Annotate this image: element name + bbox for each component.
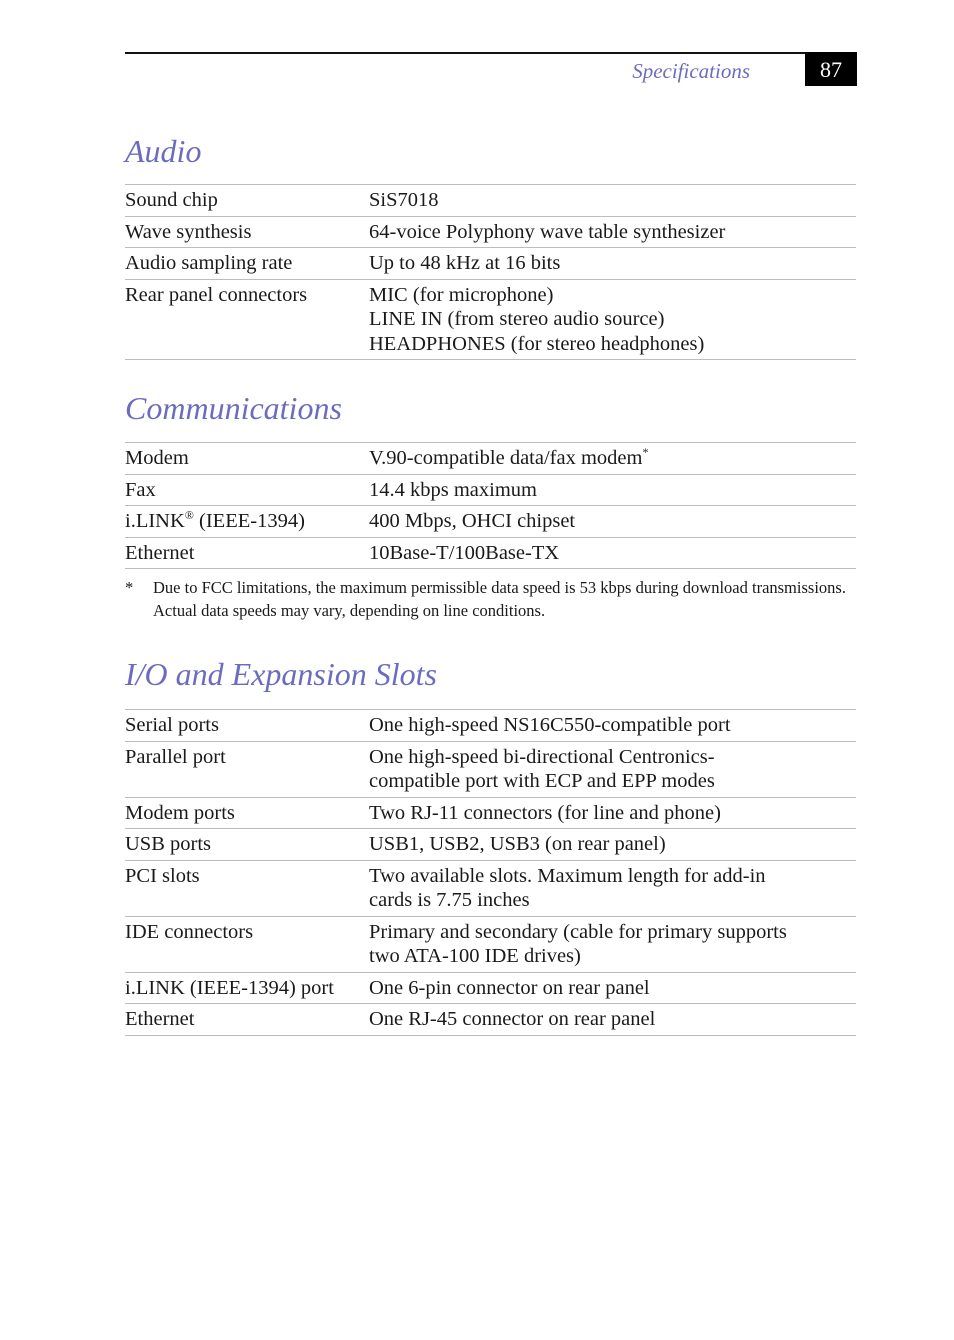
running-title: Specifications (632, 59, 750, 83)
spec-label: Ethernet (125, 1008, 195, 1030)
table-row (125, 973, 856, 1005)
table-row (125, 248, 856, 280)
spec-value: One high-speed bi-directional Centronics- compatible port with ECP and EPP modes (369, 745, 715, 792)
table-row (125, 1004, 856, 1036)
spec-label: i.LINK (IEEE-1394) port (125, 976, 334, 999)
header-rule (125, 52, 857, 54)
section-title-io: I/O and Expansion Slots (125, 656, 437, 692)
spec-label: Audio sampling rate (125, 252, 293, 274)
section-title-communications: Communications (125, 390, 342, 426)
spec-value: Up to 48 kHz at 16 bits (369, 252, 561, 274)
footnote-text: Due to FCC limitations, the maximum permissible data speed is 53 kbps during download transmissions. Actual data speeds may vary, depending on line conditions. (153, 578, 846, 620)
table-row (125, 861, 856, 917)
table-row (125, 538, 856, 570)
table-row (125, 829, 856, 861)
spec-value: USB1, USB2, USB3 (on rear panel) (369, 833, 666, 855)
table-row (125, 710, 856, 742)
spec-label: Modem ports (125, 801, 235, 824)
table-row (125, 475, 856, 507)
table-row (125, 742, 856, 798)
table-row (125, 443, 856, 475)
communications-section (125, 388, 856, 622)
io-spec-table (125, 709, 856, 1036)
spec-value: Primary and secondary (cable for primary supports two ATA-100 IDE drives) (369, 920, 787, 967)
footnote (125, 576, 856, 622)
registered-mark: ® (184, 508, 194, 523)
spec-label: PCI slots (125, 864, 200, 887)
spec-value: Two RJ-11 connectors (for line and phone) (369, 801, 721, 824)
spec-label: USB ports (125, 833, 212, 855)
audio-section (125, 131, 856, 360)
table-row (125, 280, 856, 361)
spec-label: Sound chip (125, 189, 218, 211)
table-row (125, 185, 856, 217)
spec-label: Wave synthesis (125, 220, 252, 243)
spec-value: One high-speed NS16C550-compatible port (369, 714, 731, 736)
footnote-reference: * (642, 445, 649, 460)
io-section (125, 654, 856, 1036)
spec-value: 64-voice Polyphony wave table synthesizer (369, 220, 726, 243)
table-row (125, 798, 856, 830)
spec-value: 10Base-T/100Base-TX (369, 541, 560, 564)
spec-value: SiS7018 (369, 189, 439, 211)
table-row (125, 217, 856, 249)
spec-label: Rear panel connectors (125, 283, 308, 306)
spec-value: Two available slots. Maximum length for add-in cards is 7.75 inches (369, 864, 766, 911)
spec-label (125, 509, 369, 534)
spec-value: 400 Mbps, OHCI chipset (369, 510, 576, 532)
table-row (125, 506, 856, 538)
footnote-mark: * (125, 578, 134, 597)
section-title-audio: Audio (125, 133, 202, 169)
communications-spec-table (125, 442, 856, 569)
spec-label: Parallel port (125, 745, 226, 768)
spec-value: One 6-pin connector on rear panel (369, 976, 650, 999)
spec-value: 14.4 kbps maximum (369, 478, 537, 501)
spec-value: One RJ-45 connector on rear panel (369, 1008, 656, 1030)
spec-value-text: V.90-compatible data/fax modem (369, 447, 643, 469)
spec-value (369, 446, 856, 471)
spec-value: MIC (for microphone) LINE IN (from stereo audio source) HEADPHONES (for stereo headphones) (369, 283, 705, 355)
audio-spec-table (125, 184, 856, 360)
spec-label-suffix: (IEEE-1394) (193, 510, 305, 532)
spec-label: Ethernet (125, 541, 195, 564)
spec-label: Serial ports (125, 714, 219, 736)
page-number: 87 (805, 52, 857, 86)
spec-label: IDE connectors (125, 920, 254, 943)
spec-label: Modem (125, 447, 189, 469)
spec-label-text: i.LINK (125, 510, 185, 532)
table-row (125, 917, 856, 973)
spec-label: Fax (125, 478, 156, 501)
